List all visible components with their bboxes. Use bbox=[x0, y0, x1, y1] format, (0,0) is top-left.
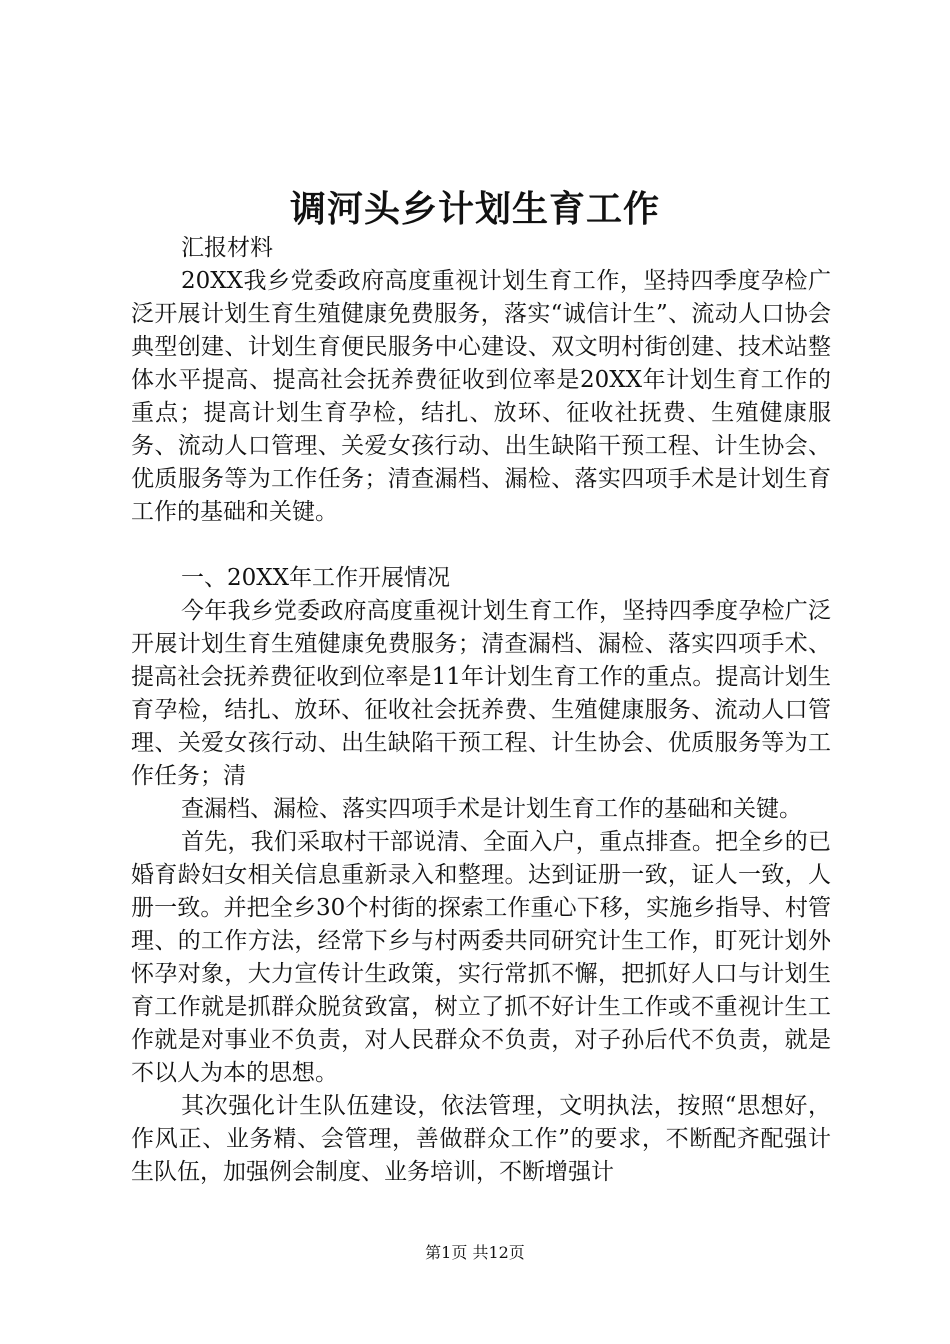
page-number-footer: 第1页 共12页 bbox=[425, 1243, 525, 1262]
paragraph-intro: 20XX我乡党委政府高度重视计划生育工作，坚持四季度孕检广泛开展计划生育生殖健康免费服务，落实“诚信计生”、流动人口协会典型创建、计划生育便民服务中心建设、双文明村街创建、技术站整体水平提高、提高社会抚养费征收到位率是20XX年计划生育工作的重点；提高计划生育孕检，结扎、放环、征收社抚费、生殖健康服务、流动人口管理、关爱女孩行动、出生缺陷干预工程、计生协会、优质服务等为工作任务；清查漏档、漏检、落实四项手术是计划生育工作的基础和关键。 bbox=[131, 268, 831, 525]
document-body bbox=[131, 232, 831, 1189]
paragraph-spacer bbox=[131, 529, 831, 562]
section-heading: 一、20XX年工作开展情况 bbox=[181, 565, 451, 591]
paragraph-second: 其次强化计生队伍建设，依法管理，文明执法，按照“思想好，作风正、业务精、会管理，善做群众工作”的要求，不断配齐配强计生队伍，加强例会制度、业务培训，不断增强计 bbox=[131, 1093, 831, 1185]
paragraph-report-material: 汇报材料 bbox=[181, 235, 273, 261]
paragraph-first: 首先，我们采取村干部说清、全面入户，重点排查。把全乡的已婚育龄妇女相关信息重新录入和整理。达到证册一致，证人一致，人册一致。并把全乡30个村街的探索工作重心下移，实施乡指导、村管理、的工作方法，经常下乡与村两委共同研究计生工作，盯死计划外怀孕对象，大力宣传计生政策，实行常抓不懈，把抓好人口与计划生育工作就是抓群众脱贫致富，树立了抓不好计生工作或不重视计生工作就是对事业不负责，对人民群众不负责，对子孙后代不负责，就是不以人为本的思想。 bbox=[131, 829, 831, 1086]
document-title: 调河头乡计划生育工作 bbox=[289, 188, 660, 230]
paragraph-this-year: 今年我乡党委政府高度重视计划生育工作，坚持四季度孕检广泛开展计划生育生殖健康免费服务；清查漏档、漏检、落实四项手术、提高社会抚养费征收到位率是11年计划生育工作的重点。提高计划生育孕检，结扎、放环、征收社会抚养费、生殖健康服务、流动人口管理、关爱女孩行动、出生缺陷干预工程、计生协会、优质服务等为工作任务；清 bbox=[131, 598, 831, 789]
paragraph-continued: 查漏档、漏检、落实四项手术是计划生育工作的基础和关键。 bbox=[181, 796, 802, 822]
